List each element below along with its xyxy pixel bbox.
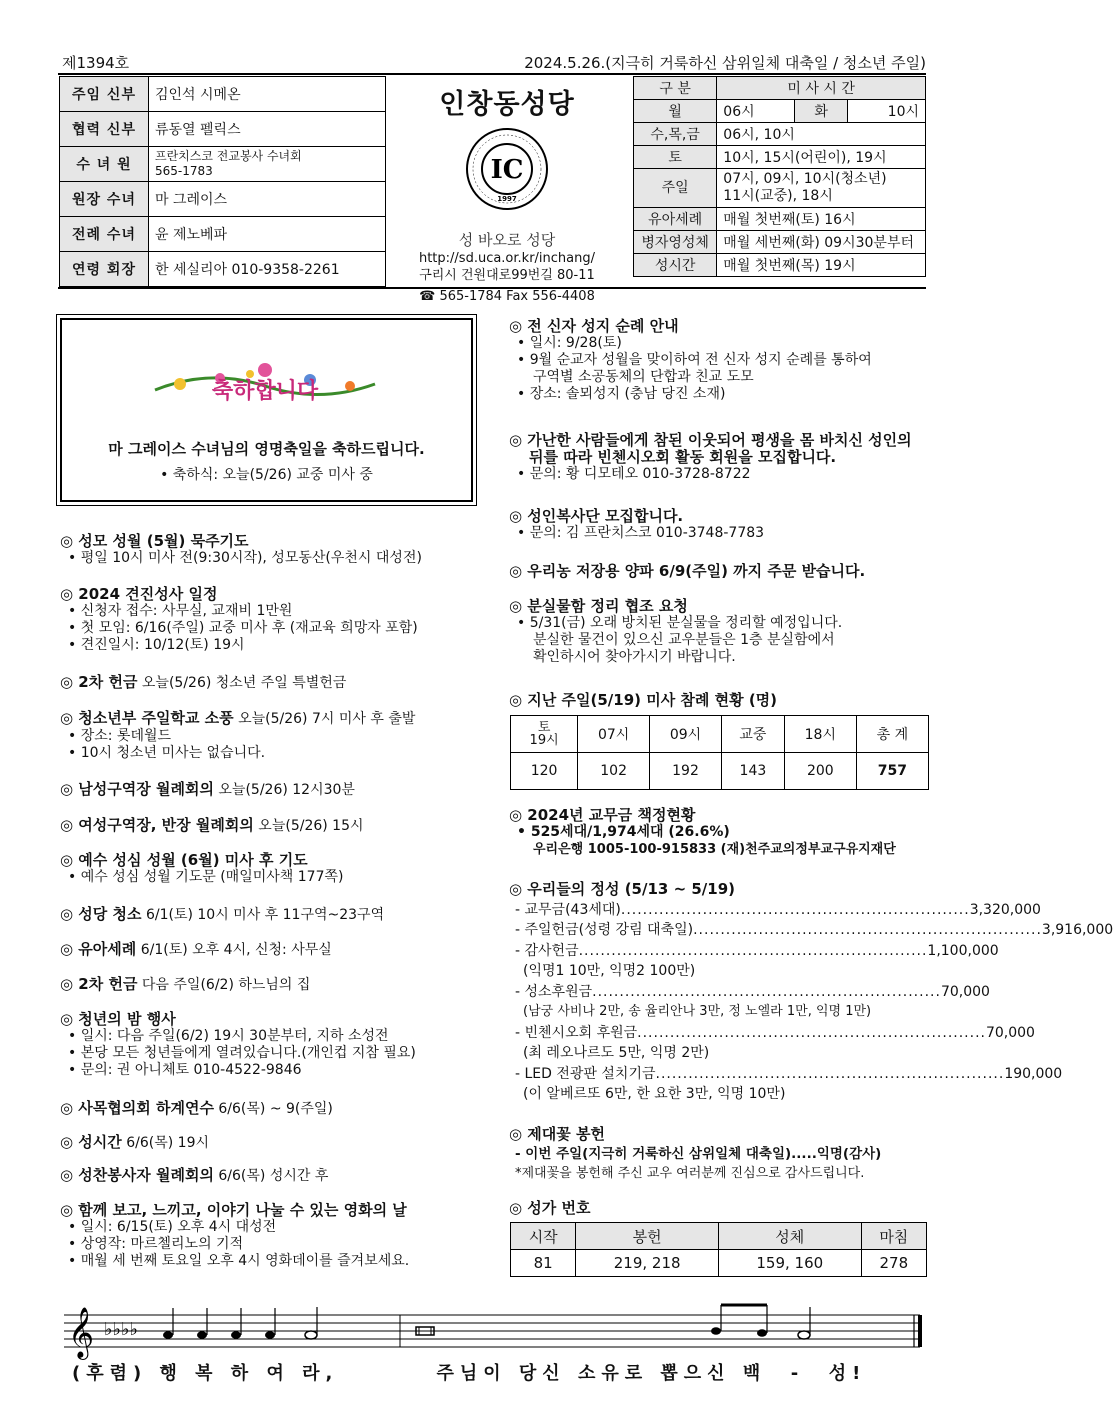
- lyrics-part2: 주님이 당신 소유로 뽑으신 백 - 성!: [436, 1363, 867, 1384]
- treble-clef-icon: 𝄞: [68, 1307, 95, 1358]
- mass-schedule-table: 구 분 미 사 시 간 월 06시 화 10시 수,목,금 06시, 10시 토 10시, 15시(어린이), 19시 주일 07시, 09시, 10시(청소년) 11시(교중), 18시 유아세례 매월 첫번째(토) 16시 병자영성체 매월 세번째(화) 09시30분부터 성시간 매월 첫번째(목) 19시: [633, 76, 926, 277]
- notice-altar-flowers: ◎ 제대꽃 봉헌 - 이번 주일(지극히 거룩하신 삼위일체 대축일).....익명(감사) *제대꽃을 봉헌해 주신 교우 여러분께 진심으로 감사드립니다.: [509, 1125, 882, 1181]
- issue-date: 2024.5.26.(지극히 거룩하신 삼위일체 대축일 / 청소년 주일): [524, 54, 926, 72]
- attendance-table: [510, 715, 929, 790]
- offerings-list: ◎ 우리들의 정성 (5/13 ~ 5/19) - 교무금(43세대) ................................................................ 3,320,000 - 주일헌금(성령 강림 대축일) ................................................................ 3,916,000 - 감사헌금 ................................................................ 1,100,000 (익명1 10만, 익명2 100만) - 성소후원금 ................................................................ 70,000 (남궁 사비나 2만, 송 율리안나 3만, 정 노엘라 1만, 익명 1만) - 빈첸시오회 후원금 ................................................................ 70,000 (최 레오나르도 5만, 익명 2만) - LED 전광판 설치기금 ................................................................ 190,000 (이 알베르또 6만, 한 요한 3만, 익명 10만): [509, 879, 921, 1105]
- mass-col-category: 구 분: [634, 77, 717, 100]
- offering-row: - 감사헌금 ................................................................ 1,100,000: [515, 942, 999, 959]
- notice-cleaning: ◎ 성당 청소 6/1(토) 10시 미사 후 11구역~23구역: [60, 905, 385, 923]
- congratulations-banner: [150, 360, 380, 412]
- hymn-header: 성체: [718, 1223, 861, 1250]
- offering-row: - 빈첸시오회 후원금 ................................................................ 70,000: [515, 1024, 1035, 1041]
- mass-col-time: 미 사 시 간: [717, 77, 926, 100]
- staff-row: 원장 수녀 마 그레이스: [60, 182, 386, 217]
- att-value: 192: [650, 753, 722, 790]
- offering-note: (익명1 10만, 익명2 100만): [523, 963, 696, 979]
- notice-holy-hour: ◎ 성시간 6/6(목) 19시: [60, 1133, 209, 1151]
- att-header: 07시: [578, 716, 650, 753]
- offering-row: - 주일헌금(성령 강림 대축일) ................................................................ 3,916,000: [515, 922, 1113, 938]
- convent-phone: 565-1783: [155, 164, 213, 178]
- sunday-times-line1: 07시, 09시, 10시(청소년): [723, 171, 887, 187]
- offering-row: - 성소후원금 ................................................................ 70,000: [515, 983, 990, 1000]
- notice-youth-picnic: ◎ 청소년부 주일학교 소풍 오늘(5/26) 7시 미사 후 출발 • 장소: 롯데월드 • 10시 청소년 미사는 없습니다.: [60, 709, 416, 761]
- parish-seal-icon: [465, 127, 549, 211]
- church-identity: [407, 82, 607, 304]
- att-total: 757: [856, 753, 928, 790]
- staff-table: [59, 76, 386, 287]
- notice-onion-order: ◎ 우리농 저장용 양파 6/9(주일) 까지 주문 받습니다.: [509, 562, 866, 580]
- header-bottom-rule: [58, 287, 926, 289]
- att-header: [511, 716, 578, 753]
- notice-eucharist-ministers: ◎ 성찬봉사자 월례회의 6/6(목) 성시간 후: [60, 1166, 329, 1184]
- music-staff: [64, 1303, 930, 1357]
- staff-row: 연령 회장 한 세실리아 010-9358-2261: [60, 252, 386, 287]
- issue-number: 제1394호: [62, 54, 130, 72]
- hymn-number: 278: [861, 1250, 926, 1277]
- antiphon-lyrics: [72, 1359, 866, 1385]
- notice-men-meeting: ◎ 남성구역장 월례회의 오늘(5/26) 12시30분: [60, 780, 355, 798]
- church-phone: ☎ 565-1784 Fax 556-4408: [419, 289, 595, 304]
- notice-lost-found: ◎ 분실물함 정리 협조 요청 • 5/31(금) 오래 방치된 분실물을 정리할 예정입니다. 분실한 물건이 있으신 교우분들은 1층 분실함에서 확인하시어 찾아가시기 바랍니다.: [509, 597, 843, 665]
- hymn-header: 마침: [861, 1223, 926, 1250]
- hymn-header: 시작: [511, 1223, 576, 1250]
- notice-infant-baptism: ◎ 유아세례 6/1(토) 오후 4시, 신청: 사무실: [60, 940, 332, 958]
- notice-pilgrimage: ◎ 전 신자 성지 순례 안내 • 일시: 9/28(토) • 9월 순교자 성월을 맞이하여 전 신자 성지 순례를 통하여 구역별 소공동체의 단합과 친교 도모 • 장소: 솔뫼성지 (충남 당진 소재): [509, 317, 872, 402]
- att-header: 총 계: [856, 716, 928, 753]
- att-header-sat-day: 토: [537, 720, 551, 735]
- hymn-header: 봉헌: [576, 1223, 719, 1250]
- offering-row: - LED 전광판 설치기금 ................................................................ 190,000: [515, 1065, 1063, 1082]
- staff-row: 협력 신부 류동열 펠릭스: [60, 112, 386, 147]
- notice-vincent-society: ◎ 가난한 사람들에게 참된 이웃되어 평생을 몸 바치신 성인의 뒤를 따라 빈첸시오회 활동 회원을 모집합니다. • 문의: 황 디모테오 010-3728-8722: [509, 431, 912, 482]
- notice-women-meeting: ◎ 여성구역장, 반장 월례회의 오늘(5/26) 15시: [60, 816, 364, 834]
- banner-text: 축하합니다: [211, 379, 319, 404]
- convent-name: 프란치스코 전교봉사 수녀회: [155, 149, 302, 163]
- att-header: 09시: [650, 716, 722, 753]
- flat-signs-icon: ♭♭♭♭: [104, 1319, 138, 1340]
- att-header: 교중: [721, 716, 784, 753]
- offering-note: (이 알베르또 6만, 한 요한 3만, 익명 10만): [523, 1086, 786, 1102]
- hymn-table: [510, 1222, 927, 1277]
- congratulations-box: [60, 318, 473, 502]
- att-value: 200: [784, 753, 856, 790]
- att-value: 120: [511, 753, 578, 790]
- church-name: 인창동성당: [439, 89, 575, 120]
- congrats-message: 마 그레이스 수녀님의 영명축일을 축하드립니다.: [108, 440, 425, 458]
- notice-dues: ◎ 2024년 교무금 책정현황 • 525세대/1,974세대 (26.6%) 우리은행 1005-100-915833 (재)천주교의정부교구유지재단: [509, 806, 896, 857]
- notice-movie-day: ◎ 함께 보고, 느끼고, 이야기 나눌 수 있는 영화의 날 • 일시: 6/15(토) 오후 4시 대성전 • 상영작: 마르첼리노의 기적 • 매월 세 번째 토요일 오후 4시 영화데이를 즐겨보세요.: [60, 1201, 410, 1269]
- notice-altar-servers: ◎ 성인복사단 모집합니다. • 문의: 김 프란치스코 010-3748-7783: [509, 507, 765, 541]
- offering-note: (남궁 사비나 2만, 송 율리안나 3만, 정 노엘라 1만, 익명 1만): [523, 1004, 872, 1019]
- att-header: 18시: [784, 716, 856, 753]
- notice-rosary: ◎ 성모 성월 (5월) 묵주기도 • 평일 10시 미사 전(9:30시작), 성모동산(우천시 대성전): [60, 532, 422, 566]
- hymn-number: 159, 160: [718, 1250, 861, 1277]
- seal-monogram: IC: [490, 155, 524, 185]
- att-value: 102: [578, 753, 650, 790]
- sunday-times-line2: 11시(교중), 18시: [723, 188, 833, 204]
- staff-row: 전례 수녀 윤 제노베파: [60, 217, 386, 252]
- notice-next-collection: ◎ 2차 헌금 다음 주일(6/2) 하느님의 집: [60, 975, 311, 993]
- offering-row: - 교무금(43세대) ................................................................ 3,320,000: [515, 901, 1041, 918]
- convent-cell: [149, 147, 386, 182]
- patron-name: 성 바오로 성당: [458, 231, 556, 249]
- notice-council-retreat: ◎ 사목협의회 하계연수 6/6(목) ~ 9(주일): [60, 1099, 333, 1117]
- header-rule: [58, 73, 926, 75]
- hymn-number: 219, 218: [576, 1250, 719, 1277]
- attendance-title: ◎ 지난 주일(5/19) 미사 참례 현황 (명): [509, 691, 778, 709]
- lyrics-part1: (후렴) 행 복 하 여 라,: [72, 1363, 339, 1384]
- notice-sacred-heart: ◎ 예수 성심 성월 (6월) 미사 후 기도 • 예수 성심 성월 기도문 (매일미사책 177쪽): [60, 851, 344, 885]
- church-address: 구리시 건원대로99번길 80-11: [419, 268, 595, 283]
- offering-note: (최 레오나르도 5만, 익명 2만): [523, 1045, 710, 1061]
- church-url[interactable]: http://sd.uca.or.kr/inchang/: [418, 251, 596, 266]
- congrats-detail: • 축하식: 오늘(5/26) 교중 미사 중: [160, 467, 373, 483]
- staff-row: 수 녀 원 프란치스코 전교봉사 수녀회 565-1783: [60, 147, 386, 182]
- att-header-sat-time: 19시: [529, 733, 559, 748]
- notice-confirmation: ◎ 2024 견진성사 일정 • 신청자 접수: 사무실, 교재비 1만원 • 첫 모임: 6/16(주일) 교중 미사 후 (재교육 희망자 포함) • 견진일시: 10/12(토) 19시: [60, 585, 418, 653]
- notice-second-collection: ◎ 2차 헌금 오늘(5/26) 청소년 주일 특별헌금: [60, 673, 347, 691]
- att-value: 143: [721, 753, 784, 790]
- notice-youth-night: ◎ 청년의 밤 행사 • 일시: 다음 주일(6/2) 19시 30분부터, 지하 소성전 • 본당 모든 청년들에게 열려있습니다.(개인컵 지참 필요) • 문의: 권 아니체토 010-4522-9846: [60, 1010, 416, 1078]
- staff-row: 주임 신부 김인석 시메온: [60, 77, 386, 112]
- hymn-number: 81: [511, 1250, 576, 1277]
- seal-year: 1997: [497, 195, 517, 203]
- sunday-times: [717, 169, 926, 208]
- hymn-title: ◎ 성가 번호: [509, 1199, 591, 1217]
